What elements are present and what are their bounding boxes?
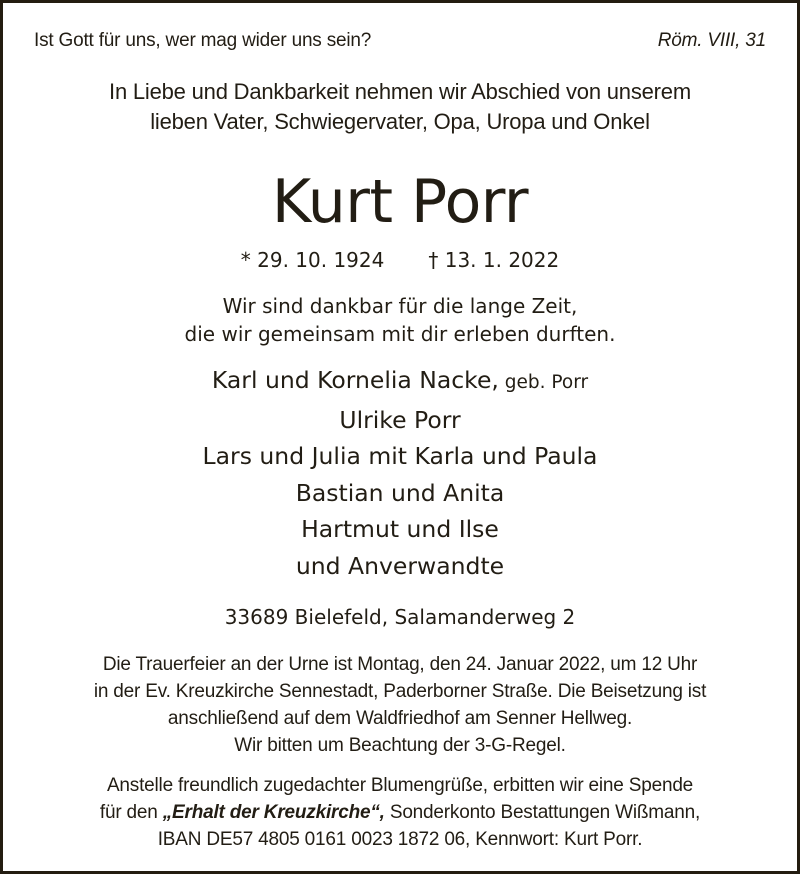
- thanks-line: die wir gemeinsam mit dir erleben durften.: [184, 322, 616, 346]
- donation-iban: IBAN DE57 4805 0161 0023 1872 06, Kennwort: Kurt Porr.: [157, 829, 643, 850]
- donation-account: Sonderkonto Bestattungen Wißmann,: [384, 802, 701, 823]
- thanks-text: [3, 292, 797, 348]
- maiden-name: geb. Porr: [498, 372, 589, 393]
- mourner-line: [3, 362, 797, 402]
- birth-date: * 29. 10. 1924: [240, 248, 385, 272]
- donation-info: [3, 772, 797, 853]
- donation-prefix: für den: [99, 802, 163, 823]
- mourner-names: Karl und Kornelia Nacke,: [211, 366, 499, 394]
- deceased-name: Kurt Porr: [271, 167, 529, 237]
- intro-line: lieben Vater, Schwiegervater, Opa, Uropa und Onkel: [150, 109, 650, 134]
- family-address: 33689 Bielefeld, Salamanderweg 2: [224, 605, 576, 629]
- verse-quote: Ist Gott für uns, wer mag wider uns sein?: [34, 30, 372, 51]
- donation-cause: „Erhalt der Kreuzkirche“,: [162, 802, 385, 823]
- death-date: † 13. 1. 2022: [428, 248, 560, 272]
- mourner-line: Hartmut und Ilse: [301, 515, 499, 543]
- intro-text: [3, 77, 797, 137]
- ceremony-line: in der Ev. Kreuzkirche Sennestadt, Paderborner Straße. Die Beisetzung ist: [93, 681, 707, 702]
- verse-reference: Röm. VIII, 31: [657, 30, 766, 51]
- mourner-line: und Anverwandte: [295, 551, 505, 580]
- mourner-line: Lars und Julia mit Karla und Paula: [202, 442, 598, 470]
- ceremony-info: [3, 651, 797, 759]
- life-dates: [3, 246, 797, 274]
- mourner-line: Bastian und Anita: [295, 478, 505, 507]
- bible-verse: [34, 30, 766, 52]
- mourner-line: Ulrike Porr: [339, 405, 461, 434]
- thanks-line: Wir sind dankbar für die lange Zeit,: [222, 294, 578, 318]
- donation-line: [3, 799, 797, 826]
- intro-line: In Liebe und Dankbarkeit nehmen wir Abschied von unserem: [109, 79, 691, 104]
- ceremony-line: Wir bitten um Beachtung der 3-G-Regel.: [234, 735, 566, 756]
- ceremony-line: anschließend auf dem Waldfriedhof am Senner Hellweg.: [167, 708, 633, 729]
- donation-line: Anstelle freundlich zugedachter Blumengrüße, erbitten wir eine Spende: [106, 775, 694, 796]
- ceremony-line: Die Trauerfeier an der Urne ist Montag, den 24. Januar 2022, um 12 Uhr: [102, 654, 698, 675]
- mourners-list: [3, 362, 797, 584]
